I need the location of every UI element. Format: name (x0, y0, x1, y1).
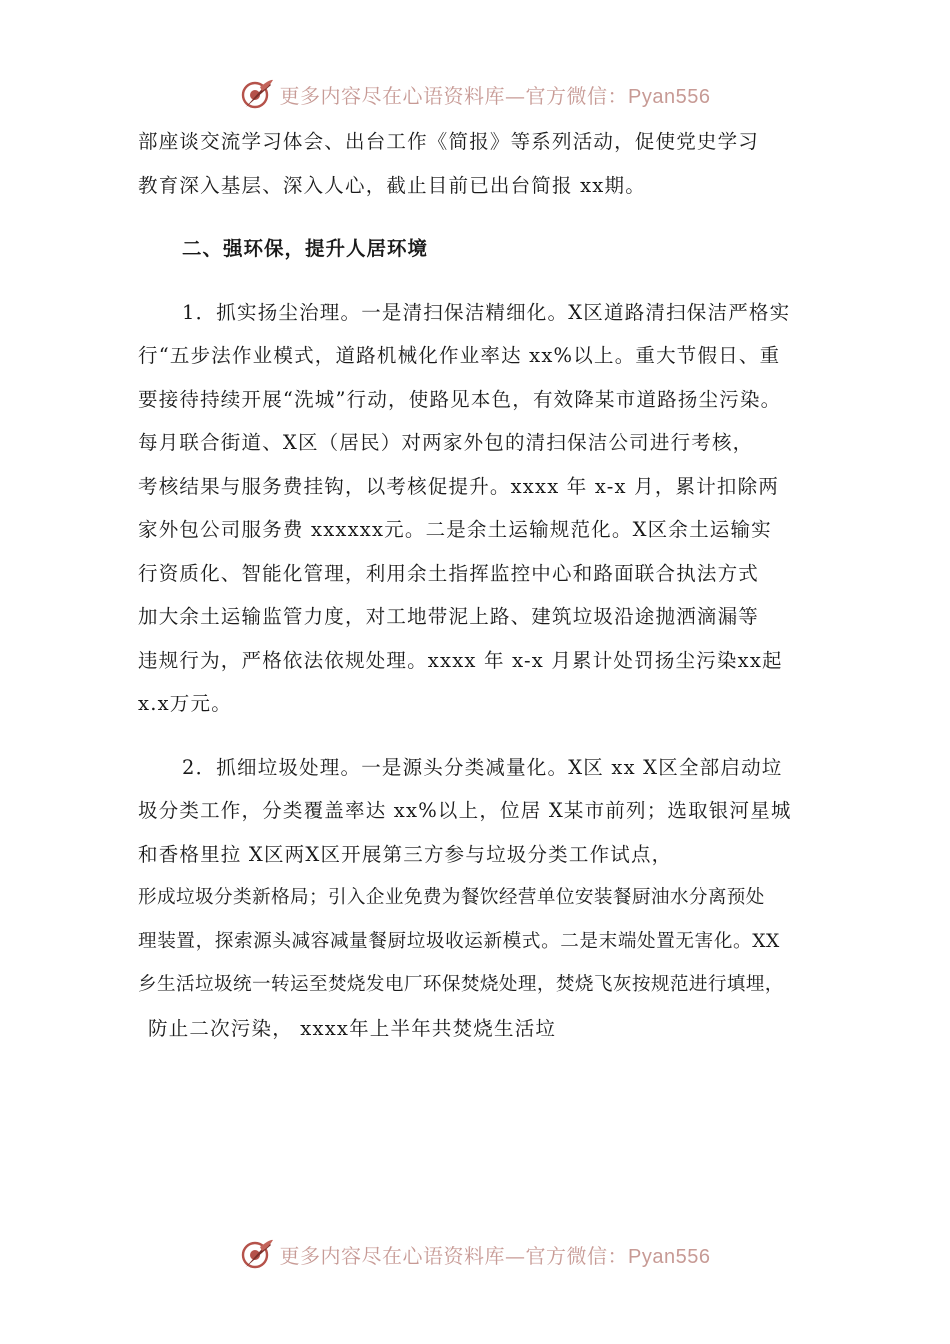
body-line: 部座谈交流学习体会、出台工作《简报》等系列活动，促使党史学习 (138, 130, 760, 153)
para2-line: 和香格里拉 X区两X区开展第三方参与垃圾分类工作试点， (138, 842, 673, 866)
para2-line: 圾分类工作，分类覆盖率达 xx%以上，位居 X某市前列；选取银河星城 (138, 799, 792, 822)
watermark-handle: Pyan556 (628, 85, 711, 108)
para1-line: 要接待持续开展“洗城”行动，使路见本色，有效降某市道路扬尘污染。 (138, 387, 782, 411)
watermark-text (280, 80, 711, 109)
para1-line: 行资质化、智能化管理，利用余土指挥监控中心和路面联合执法方式 (138, 561, 760, 585)
para2-line: 2．抓细垃圾处理。一是源头分类减量化。X区 xx X区全部启动垃 (182, 755, 783, 779)
para1-line: 违规行为，严格依法依规处理。xxxx 年 x-x 月累计处罚扬尘污染xx起 (138, 648, 783, 672)
para2-line: 理装置，探索源头减容减量餐厨垃圾收运新模式。二是末端处置无害化。XX (138, 930, 780, 952)
watermark-label: 更多内容尽在心语资料库—官方微信： (279, 1243, 629, 1268)
quill-seal-logo (240, 77, 274, 111)
para2-line: 乡生活垃圾统一转运至焚烧发电厂环保焚烧处理，焚烧飞灰按规范进行填埋， (138, 974, 784, 995)
quill-seal-logo (240, 1237, 274, 1271)
para1-line: x.x万元。 (138, 692, 232, 715)
para1-line: 每月联合街道、X区（居民）对两家外包的清扫保洁公司进行考核， (138, 431, 754, 454)
body-line: 教育深入基层、深入人心，截止目前已出台简报 xx期。 (138, 173, 646, 197)
paragraph-gap (138, 271, 838, 291)
para1-line: 1．抓实扬尘治理。一是清扫保洁精细化。X区道路清扫保洁严格实 (182, 300, 791, 324)
paragraph-gap (138, 207, 838, 227)
watermark-text (280, 1240, 711, 1269)
watermark-banner-top (0, 72, 950, 116)
paragraph-gap (138, 726, 838, 746)
para2-line: 形成垃圾分类新格局；引入企业免费为餐饮经营单位安装餐厨油水分离预处 (138, 887, 765, 908)
document-body (138, 120, 838, 1050)
para1-line: 加大余土运输监管力度，对工地带泥上路、建筑垃圾沿途抛洒滴漏等 (138, 605, 760, 628)
watermark-banner-bottom (0, 1232, 950, 1276)
para1-line: 家外包公司服务费 xxxxxx元。二是余土运输规范化。X区余土运输实 (138, 518, 772, 541)
watermark-label: 更多内容尽在心语资料库—官方微信： (279, 83, 629, 108)
para1-line: 考核结果与服务费挂钩，以考核促提升。xxxx 年 x-x 月，累计扣除两 (138, 474, 780, 498)
section-heading: 二、强环保，提升人居环境 (182, 237, 429, 260)
para2-line: 防止二次污染， xxxx年上半年共焚烧生活垃 (148, 1016, 557, 1040)
para1-line: 行“五步法作业模式，道路机械化作业率达 xx%以上。重大节假日、重 (138, 344, 781, 367)
watermark-handle: Pyan556 (628, 1245, 711, 1268)
